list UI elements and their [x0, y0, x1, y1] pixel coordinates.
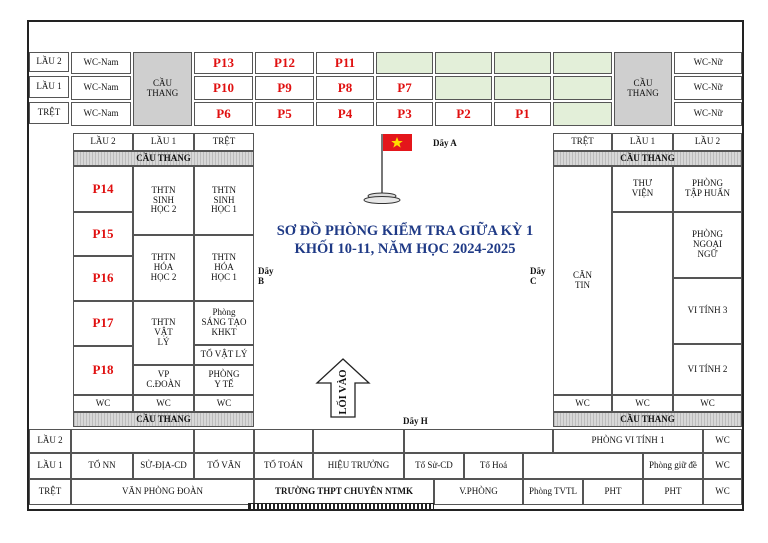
hieu-truong: HIỆU TRƯỞNG: [313, 453, 404, 479]
empty-room: [71, 429, 194, 453]
pht-office: PHT: [643, 479, 703, 505]
room-p17: P17: [73, 301, 133, 346]
phong-y-te: PHÒNG Y TẾ: [194, 365, 254, 395]
to-toan: TỔ TOÁN: [254, 453, 313, 479]
empty-room: [553, 52, 612, 74]
van-phong-doan: VĂN PHÒNG ĐOÀN: [71, 479, 254, 505]
stair-top-right: CẦU THANG: [614, 52, 672, 126]
empty-room: [313, 429, 404, 453]
empty-room: [523, 453, 643, 479]
wc-nu: WC-Nữ: [674, 52, 742, 74]
wc: WC: [553, 395, 612, 412]
lab-sinh-1: THTN SINH HỌC 1: [194, 166, 254, 235]
vi-tinh-2: VI TÍNH 2: [673, 344, 742, 395]
floor-label: TRỆT: [29, 479, 71, 505]
col-header: TRỆT: [553, 133, 612, 151]
wc: WC: [133, 395, 194, 412]
wc: WC: [73, 395, 133, 412]
room-p6: P6: [194, 102, 253, 126]
empty-room: [435, 76, 492, 100]
floor-label: TRỆT: [29, 102, 69, 124]
col-header: LẦU 1: [612, 133, 673, 151]
room-p9: P9: [255, 76, 314, 100]
floor-label: LẦU 2: [29, 429, 71, 453]
room-p12: P12: [255, 52, 314, 74]
room-p7: P7: [376, 76, 433, 100]
title-line-2: KHỐI 10-11, NĂM HỌC 2024-2025: [294, 241, 516, 258]
v-phong: V.PHÒNG: [434, 479, 523, 505]
wc: WC: [703, 429, 742, 453]
vp-cdoan: VP C.ĐOÀN: [133, 365, 194, 395]
to-su-cd: Tổ Sử-CD: [404, 453, 464, 479]
to-nn: TỔ NN: [71, 453, 133, 479]
empty-room: [494, 52, 551, 74]
room-p10: P10: [194, 76, 253, 100]
room-p3: P3: [376, 102, 433, 126]
su-dia-cd: SỬ-ĐỊA-CD: [133, 453, 194, 479]
map-title: [265, 222, 545, 258]
phong-tap-huan: PHÒNG TẬP HUẤN: [673, 166, 742, 212]
room-p8: P8: [316, 76, 374, 100]
col-header: LẦU 2: [673, 133, 742, 151]
lab-sinh-2: THTN SINH HỌC 2: [133, 166, 194, 235]
wc-nu: WC-Nữ: [674, 76, 742, 100]
wc: WC: [673, 395, 742, 412]
room-p15: P15: [73, 212, 133, 256]
day-b-label: Dãy B: [258, 266, 274, 286]
thu-vien: THƯ VIỆN: [612, 166, 673, 212]
phong-tvtl: Phòng TVTL: [523, 479, 583, 505]
room-p4: P4: [316, 102, 374, 126]
empty-room: [404, 429, 553, 453]
lab-hoa-2: THTN HÓA HỌC 2: [133, 235, 194, 301]
pht-office: PHT: [583, 479, 643, 505]
col-header: TRỆT: [194, 133, 254, 151]
wc: WC: [703, 453, 742, 479]
room-p16: P16: [73, 256, 133, 301]
day-c-label: Dãy C: [530, 266, 546, 286]
day-a-label: Dãy A: [433, 138, 457, 148]
wc: WC: [703, 479, 742, 505]
wc-nam: WC-Nam: [71, 102, 131, 126]
school-gate: [248, 503, 434, 510]
col-header: LẦU 2: [73, 133, 133, 151]
wc: WC: [194, 395, 254, 412]
day-h-label: Dãy H: [403, 416, 428, 426]
stair-left-bottom: CẦU THANG: [73, 412, 254, 427]
stair-right-bottom: CẦU THANG: [553, 412, 742, 427]
stair-right-top: CẦU THANG: [553, 151, 742, 166]
room-p11: P11: [316, 52, 374, 74]
empty-room: [254, 429, 313, 453]
floor-label: LẦU 1: [29, 453, 71, 479]
phong-vi-tinh-1: PHÒNG VI TÍNH 1: [553, 429, 703, 453]
phong-giu-de: Phòng giữ đề: [643, 453, 703, 479]
empty-room: [612, 212, 673, 395]
to-van: TỔ VĂN: [194, 453, 254, 479]
can-tin: CĂN TIN: [553, 166, 612, 395]
lab-hoa-1: THTN HÓA HỌC 1: [194, 235, 254, 301]
wc-nam: WC-Nam: [71, 76, 131, 100]
empty-room: [553, 76, 612, 100]
stair-top-left: CẦU THANG: [133, 52, 192, 126]
empty-room: [494, 76, 551, 100]
title-line-1: SƠ ĐỒ PHÒNG KIỂM TRA GIỮA KỲ 1: [276, 223, 534, 239]
room-p2: P2: [435, 102, 492, 126]
room-p18: P18: [73, 346, 133, 395]
room-p5: P5: [255, 102, 314, 126]
empty-room: [553, 102, 612, 126]
to-vat-ly: TỔ VẬT LÝ: [194, 345, 254, 365]
floor-label: LẦU 2: [29, 52, 69, 72]
flag-icon: [360, 130, 420, 210]
col-header: LẦU 1: [133, 133, 194, 151]
empty-room: [194, 429, 254, 453]
room-p1: P1: [494, 102, 551, 126]
floor-label: LẦU 1: [29, 76, 69, 98]
room-p14: P14: [73, 166, 133, 212]
vi-tinh-3: VI TÍNH 3: [673, 278, 742, 344]
entrance-label: LỐI VÀO: [338, 369, 349, 415]
empty-room: [435, 52, 492, 74]
wc-nu: WC-Nữ: [674, 102, 742, 126]
wc-nam: WC-Nam: [71, 52, 131, 74]
empty-room: [376, 52, 433, 74]
room-sang-tao: Phòng SÁNG TẠO KHKT: [194, 301, 254, 345]
school-name: TRƯỜNG THPT CHUYÊN NTMK: [254, 479, 434, 505]
wc: WC: [612, 395, 673, 412]
lab-vat-ly: THTN VẬT LÝ: [133, 301, 194, 365]
to-hoa: Tổ Hoá: [464, 453, 523, 479]
room-p13: P13: [194, 52, 253, 74]
stair-left-top: CẦU THANG: [73, 151, 254, 166]
phong-ngoai-ngu: PHÒNG NGOẠI NGỮ: [673, 212, 742, 278]
